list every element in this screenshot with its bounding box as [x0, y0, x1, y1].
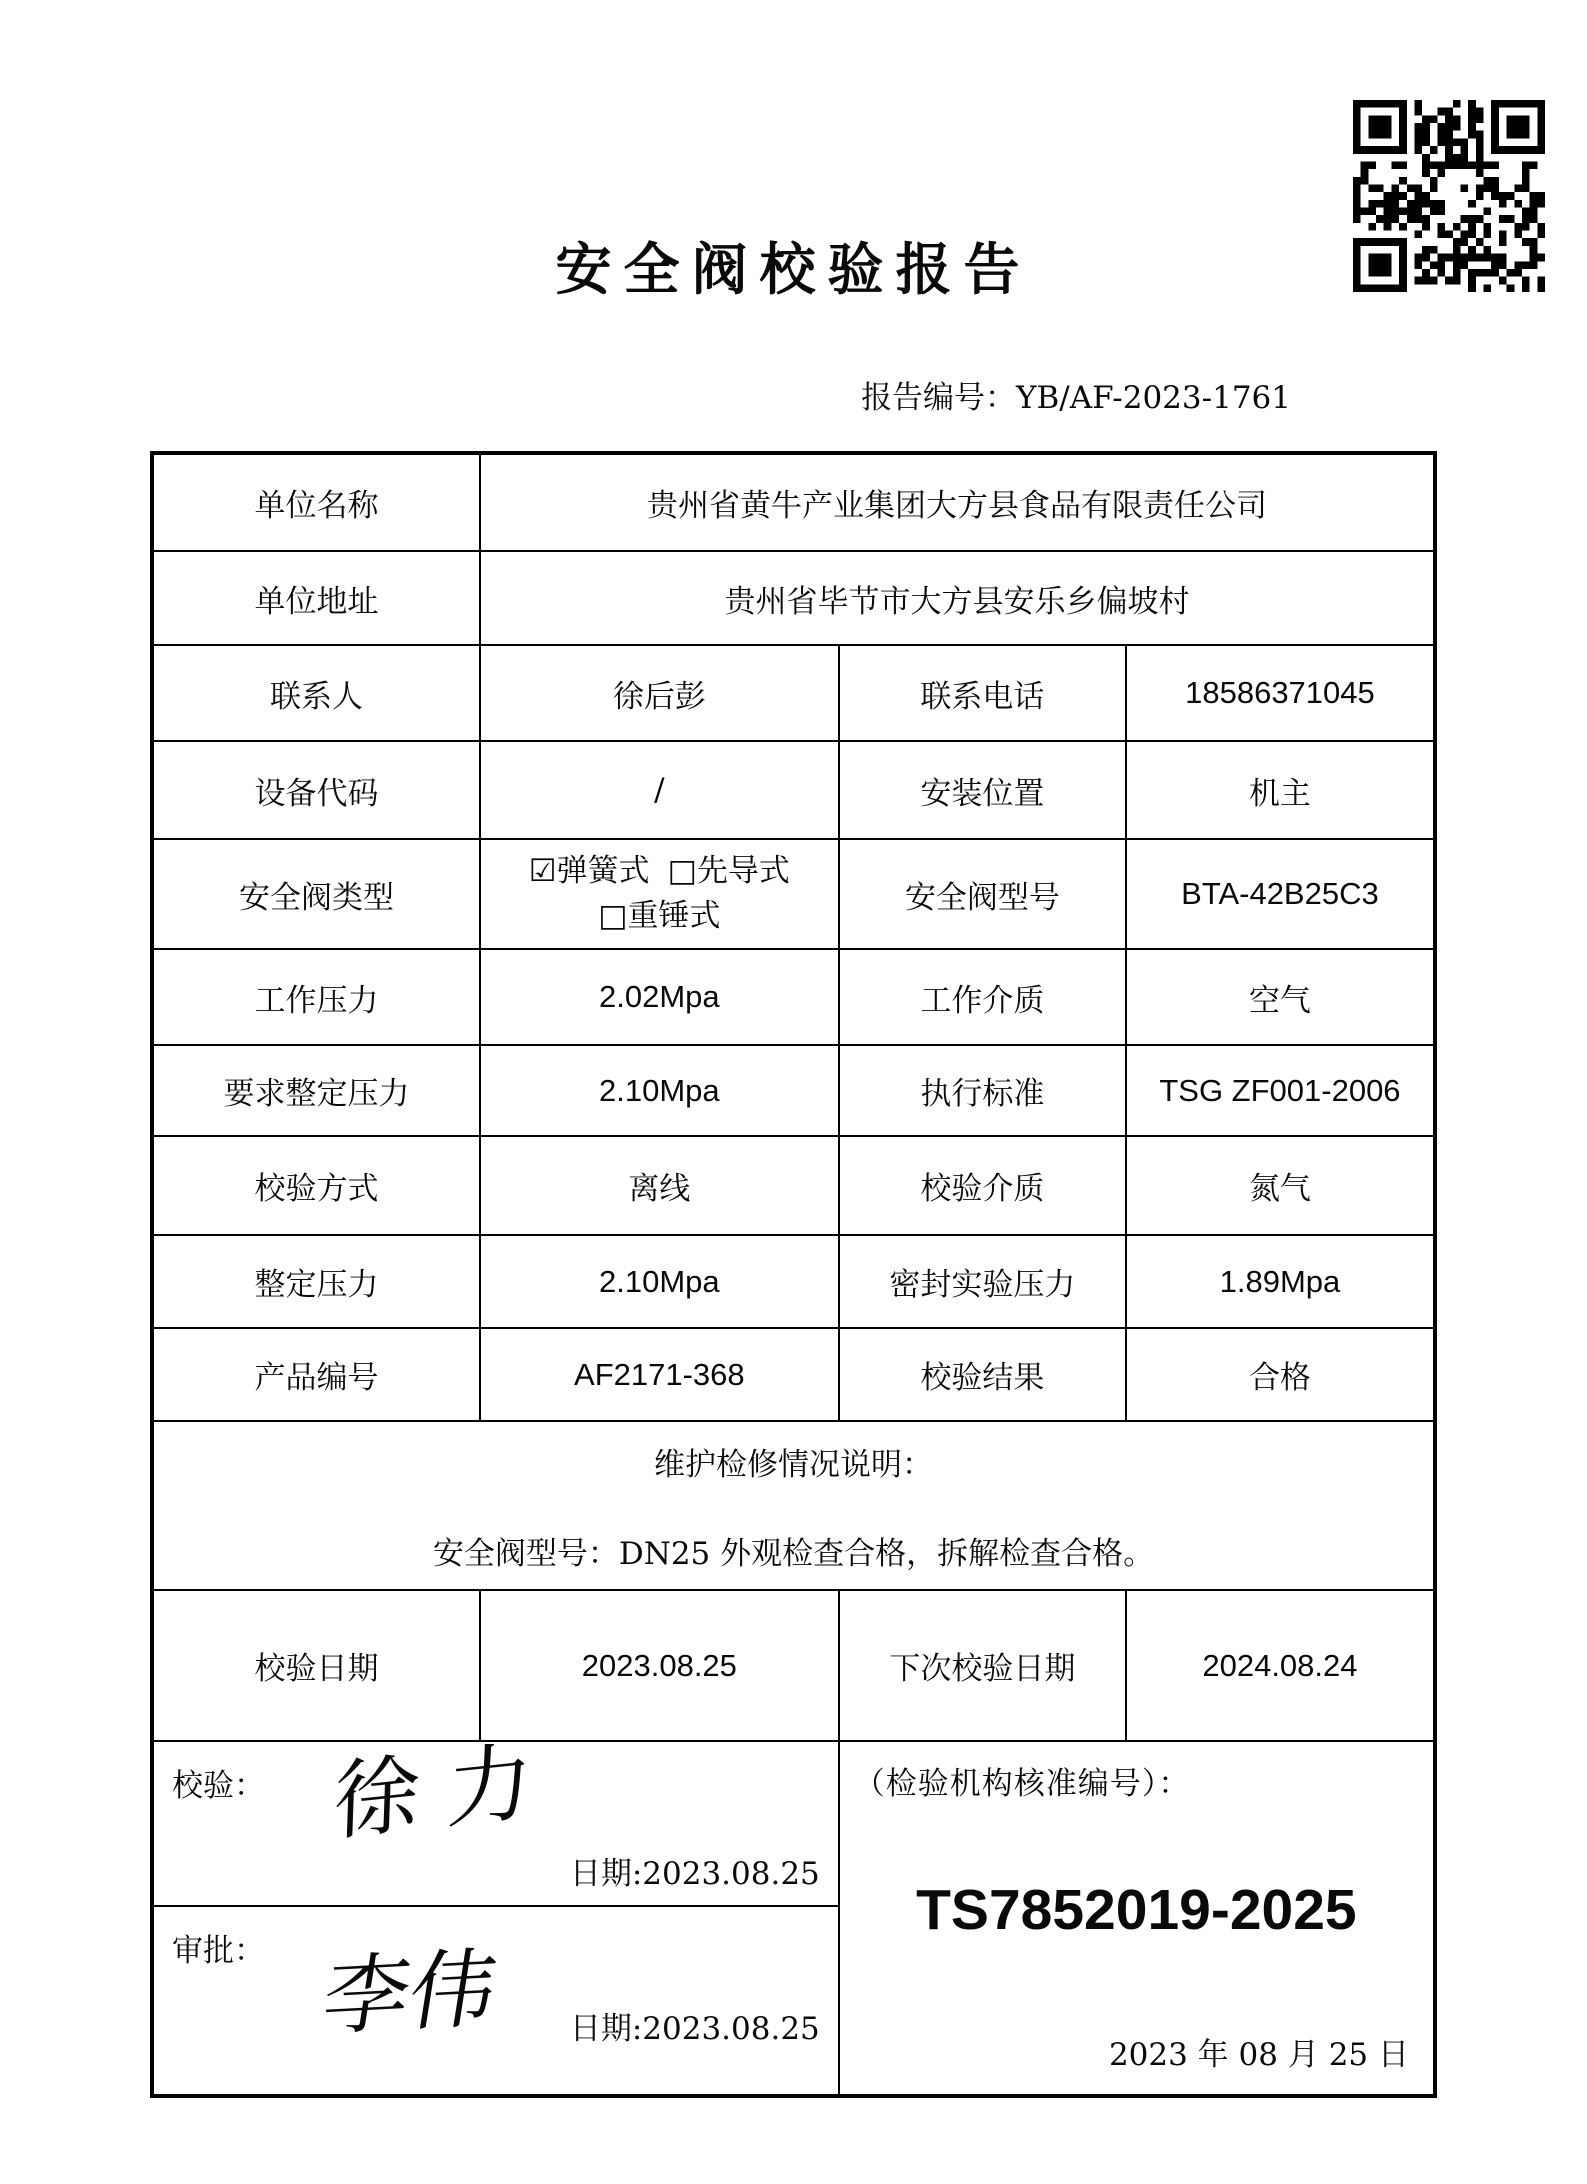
cell-cal-method-label: 校验方式 — [152, 1136, 480, 1235]
org-approval-number-label: （检验机构核准编号）： — [853, 1766, 1191, 1802]
cell-set-pressure-value: 2.10Mpa — [480, 1235, 839, 1328]
cell-next-cal-date-label: 下次校验日期 — [839, 1590, 1126, 1741]
cell-calibrator-signature — [152, 1731, 839, 1906]
report-number: 报告编号：YB/AF-2023-1761 — [861, 380, 1291, 416]
cell-phone-value: 18586371045 — [1126, 645, 1435, 741]
table-row — [152, 1421, 1435, 1590]
cell-inspection-org — [839, 1741, 1435, 2096]
cell-unit-addr-value: 贵州省毕节市大方县安乐乡偏坡村 — [480, 551, 1435, 645]
org-approval-number: TS7852019-2025 — [916, 1878, 1357, 1943]
cell-seal-test-pressure-label: 密封实验压力 — [839, 1235, 1126, 1328]
qr-code-icon — [1353, 96, 1545, 296]
maintenance-heading: 维护检修情况说明： — [654, 1446, 933, 1483]
cell-required-set-pressure-value: 2.10Mpa — [480, 1045, 839, 1136]
report-table — [150, 451, 1437, 2098]
cell-set-pressure-label: 整定压力 — [152, 1235, 480, 1328]
maintenance-detail: 安全阀型号：DN25 外观检查合格，拆解检查合格。 — [432, 1535, 1155, 1572]
cell-maintenance-note — [152, 1421, 1435, 1590]
cell-contact-label: 联系人 — [152, 645, 480, 741]
cell-standard-value: TSG ZF001-2006 — [1126, 1045, 1435, 1136]
cell-device-code-value: / — [480, 741, 839, 839]
approver-label: 审批： — [172, 1933, 265, 1969]
cell-contact-value: 徐后彭 — [480, 645, 839, 741]
table-row — [152, 645, 1435, 741]
cell-cal-date-label: 校验日期 — [152, 1590, 480, 1741]
table-row — [152, 741, 1435, 839]
cell-unit-name-value: 贵州省黄牛产业集团大方县食品有限责任公司 — [480, 453, 1435, 551]
cell-seal-test-pressure-value: 1.89Mpa — [1126, 1235, 1435, 1328]
cell-cal-method-value: 离线 — [480, 1136, 839, 1235]
cell-work-pressure-label: 工作压力 — [152, 949, 480, 1045]
table-row — [152, 453, 1435, 551]
cell-valve-model-value: BTA-42B25C3 — [1126, 839, 1435, 949]
calibrator-signature: 徐 力 — [332, 1731, 535, 1854]
cell-install-pos-value: 机主 — [1126, 741, 1435, 839]
calibrator-date: 日期:2023.08.25 — [569, 1856, 820, 1892]
calibrator-label: 校验： — [172, 1768, 265, 1804]
org-date: 2023 年 08 月 25 日 — [1108, 2037, 1409, 2073]
cell-phone-label: 联系电话 — [839, 645, 1126, 741]
cell-install-pos-label: 安装位置 — [839, 741, 1126, 839]
cell-cal-result-label: 校验结果 — [839, 1328, 1126, 1421]
cell-work-medium-label: 工作介质 — [839, 949, 1126, 1045]
cell-work-medium-value: 空气 — [1126, 949, 1435, 1045]
cell-cal-medium-label: 校验介质 — [839, 1136, 1126, 1235]
cell-work-pressure-value: 2.02Mpa — [480, 949, 839, 1045]
cell-cal-date-value: 2023.08.25 — [480, 1590, 839, 1741]
table-row — [152, 1235, 1435, 1328]
table-row — [152, 1328, 1435, 1421]
cell-next-cal-date-value: 2024.08.24 — [1126, 1590, 1435, 1741]
table-row — [152, 1741, 1435, 1906]
checkbox-weight-unchecked: □重锤式 — [598, 898, 721, 934]
table-row — [152, 1590, 1435, 1741]
page-title: 安全阀校验报告 — [555, 237, 1032, 303]
cell-unit-name-label: 单位名称 — [152, 453, 480, 551]
cell-valve-type-label: 安全阀类型 — [152, 839, 480, 949]
table-row — [152, 1045, 1435, 1136]
cell-device-code-label: 设备代码 — [152, 741, 480, 839]
cell-required-set-pressure-label: 要求整定压力 — [152, 1045, 480, 1136]
cell-cal-medium-value: 氮气 — [1126, 1136, 1435, 1235]
cell-valve-model-label: 安全阀型号 — [839, 839, 1126, 949]
table-row — [152, 551, 1435, 645]
approver-signature: 李伟 — [316, 1938, 504, 2049]
cell-valve-type-value — [480, 839, 839, 949]
cell-product-no-label: 产品编号 — [152, 1328, 480, 1421]
checkbox-spring-checked: ☑弹簧式 — [528, 853, 650, 890]
table-row — [152, 949, 1435, 1045]
cell-product-no-value: AF2171-368 — [480, 1328, 839, 1421]
checkbox-pilot-unchecked: □先导式 — [667, 853, 790, 890]
table-row — [152, 839, 1435, 949]
cell-approver-signature — [152, 1906, 839, 2096]
approver-date: 日期:2023.08.25 — [569, 2011, 820, 2047]
cell-standard-label: 执行标准 — [839, 1045, 1126, 1136]
table-row — [152, 1136, 1435, 1235]
cell-cal-result-value: 合格 — [1126, 1328, 1435, 1421]
cell-unit-addr-label: 单位地址 — [152, 551, 480, 645]
